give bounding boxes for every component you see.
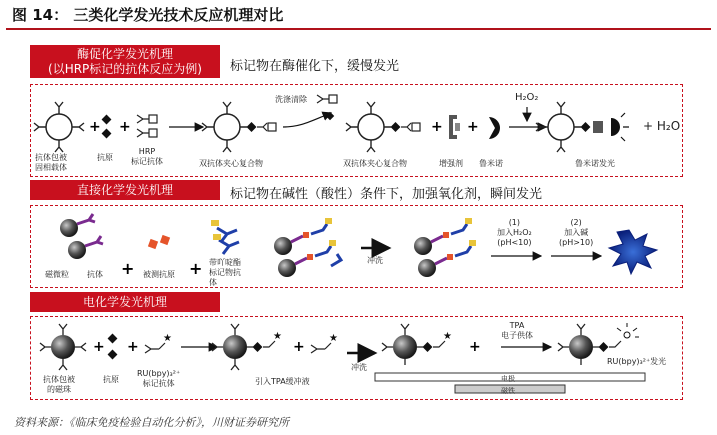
plus-sign: + bbox=[119, 119, 131, 135]
label-hrp-antibody: HRP 标记抗体 bbox=[131, 147, 163, 166]
antigen-diamond-icon bbox=[102, 115, 112, 139]
label-luminol: 鲁米诺 bbox=[479, 159, 503, 168]
coated-bead-icon bbox=[40, 324, 86, 370]
electro-diagram bbox=[31, 317, 684, 401]
section-header-electro bbox=[30, 292, 220, 312]
panel-direct bbox=[30, 205, 683, 288]
label-antigen-electro: 抗原 bbox=[103, 375, 119, 384]
svg-text:★: ★ bbox=[163, 333, 172, 344]
captured-complex-icon bbox=[382, 324, 452, 365]
plus-sign: + bbox=[431, 119, 443, 135]
label-antibody: 抗体 bbox=[87, 270, 103, 279]
sandwich-complex-icon bbox=[202, 102, 276, 152]
section-header-direct bbox=[30, 180, 220, 200]
label-glow: 鲁米诺发光 bbox=[575, 159, 615, 168]
enhancer-icon bbox=[449, 115, 460, 139]
plus-sign: + bbox=[93, 339, 105, 355]
free-ru-antibody-icon bbox=[311, 333, 338, 353]
label-wash: 洗涤清除 bbox=[275, 95, 307, 104]
label-step1: (1) 加入H₂O₂ (pH<10) bbox=[497, 218, 532, 247]
bound-complex-icon bbox=[274, 218, 341, 277]
plus-sign: + bbox=[293, 339, 305, 355]
section-title-electro: 电化学发光机理 bbox=[82, 294, 167, 309]
label-wash-direct: 冲洗 bbox=[367, 256, 383, 265]
label-ru-glow: RU(bpy)₃²⁺发光 bbox=[607, 357, 667, 366]
antigen-red-icon bbox=[148, 235, 170, 249]
section-header-enzymatic bbox=[30, 45, 220, 78]
svg-text:★: ★ bbox=[273, 331, 282, 342]
luminol-icon bbox=[489, 117, 500, 139]
label-solid-phase: 抗体包被 固相载体 bbox=[35, 153, 67, 172]
label-wash-electro: 冲洗 bbox=[351, 363, 367, 372]
plus-sign: + bbox=[127, 339, 139, 355]
svg-text:★: ★ bbox=[329, 333, 338, 344]
label-complex: 双抗体夹心复合物 bbox=[199, 159, 263, 168]
label-antigen: 抗原 bbox=[97, 153, 113, 162]
luminescent-complex-icon bbox=[536, 102, 629, 152]
label-bead: 磁微粒 bbox=[45, 270, 69, 279]
flash-star-icon bbox=[609, 230, 657, 274]
label-coated-bead: 抗体包被 的磁珠 bbox=[43, 375, 75, 394]
washed-complex-icon bbox=[414, 218, 476, 277]
antigen-diamond-icon bbox=[108, 334, 118, 360]
washed-antigen-icon bbox=[326, 112, 334, 120]
sandwich-complex-icon bbox=[346, 102, 420, 152]
wash-arrow bbox=[283, 113, 331, 127]
magnetic-bead-icon bbox=[60, 214, 103, 259]
plus-sign: + bbox=[189, 259, 203, 278]
panel-electro bbox=[30, 316, 683, 400]
label-acridinium: 带吖啶酯 标记物抗 体 bbox=[209, 258, 241, 287]
label-electrode: 电极 bbox=[501, 375, 515, 383]
svg-text:★: ★ bbox=[443, 331, 452, 342]
section-subtitle-enzymatic: (以HRP标记的抗体反应为例) bbox=[48, 61, 202, 76]
label-magnet: 磁铁 bbox=[501, 387, 515, 395]
solid-phase-icon bbox=[34, 102, 84, 152]
label-complex-2: 双抗体夹心复合物 bbox=[343, 159, 407, 168]
acridinium-antibody-icon bbox=[211, 220, 239, 254]
label-tpa-buffer: 引入TPA缓冲液 bbox=[255, 377, 310, 386]
section-title-direct: 直接化学发光机理 bbox=[76, 182, 173, 197]
figure-title: 图 14： 三类化学发光技术反应机理对比 bbox=[6, 2, 711, 30]
label-step2: (2) 加入碱 (pH>10) bbox=[559, 218, 594, 247]
plus-sign: + bbox=[467, 119, 479, 135]
plus-sign: + bbox=[469, 339, 481, 355]
label-tpa: TPA 电子供体 bbox=[501, 321, 533, 340]
label-antigen-red: 被测抗原 bbox=[143, 270, 175, 279]
section-desc-enzymatic: 标记物在酶催化下，缓慢发光 bbox=[230, 59, 400, 74]
hrp-antibody-icon bbox=[137, 115, 157, 137]
panel-enzymatic bbox=[30, 84, 683, 177]
electro-complex-icon bbox=[212, 324, 282, 370]
label-enhancer: 增强剂 bbox=[439, 159, 463, 168]
plus-sign: + bbox=[121, 259, 135, 278]
plus-sign: + bbox=[89, 119, 101, 135]
section-desc-direct: 标记物在碱性（酸性）条件下，加强氧化剂，瞬间发光 bbox=[230, 187, 543, 202]
ru-antibody-icon bbox=[145, 333, 172, 353]
label-h2o: + H₂O bbox=[643, 119, 681, 133]
label-ru-antibody: RU(bpy)₃²⁺ 标记抗体 bbox=[137, 369, 181, 388]
washed-antibody-icon bbox=[317, 95, 337, 103]
section-title-enzymatic: 酶促化学发光机理 bbox=[76, 46, 173, 61]
source-note: 资料来源：《临床免疫检验自动化分析》，川财证券研究所 bbox=[14, 416, 289, 429]
label-h2o2: H₂O₂ bbox=[515, 92, 539, 103]
